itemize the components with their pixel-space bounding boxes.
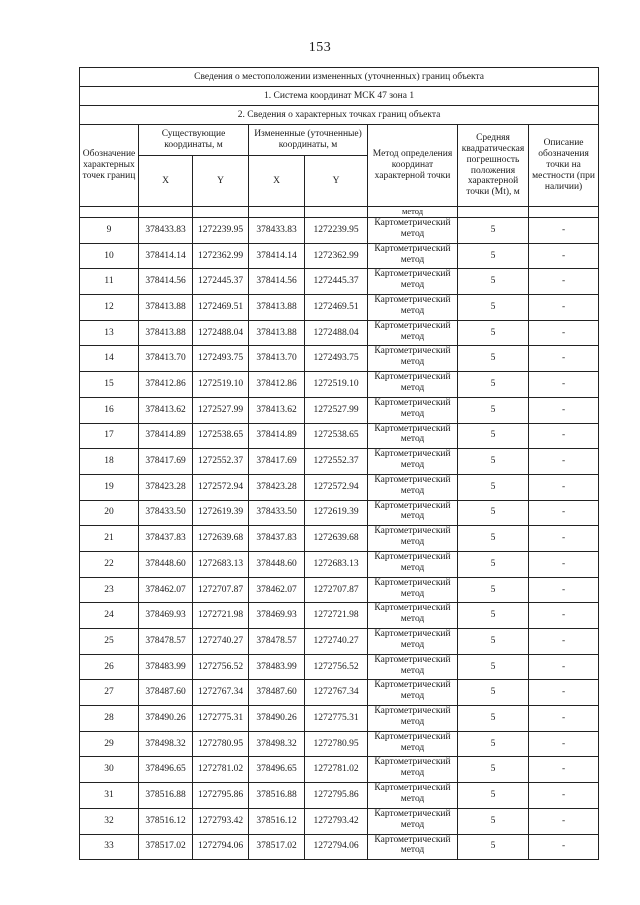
table-row xyxy=(80,603,599,629)
cell-existing-y: 1272767.34 xyxy=(193,680,249,706)
cell-method: Картометрический метод xyxy=(368,706,458,732)
cell-method: Картометрический метод xyxy=(368,629,458,655)
cell-description: - xyxy=(529,449,599,475)
cell-changed-y: 1272239.95 xyxy=(305,218,368,244)
cell-method: Картометрический метод xyxy=(368,423,458,449)
cell-changed-x: 378433.83 xyxy=(249,218,305,244)
cell-description: - xyxy=(529,474,599,500)
cell-changed-y: 1272445.37 xyxy=(305,269,368,295)
cell-existing-x: 378417.69 xyxy=(139,449,193,475)
cell-existing-x: 378414.56 xyxy=(139,269,193,295)
cell-changed-y: 1272538.65 xyxy=(305,423,368,449)
cell-description: - xyxy=(529,680,599,706)
table-row xyxy=(80,706,599,732)
cell-changed-y: 1272552.37 xyxy=(305,449,368,475)
table-row xyxy=(80,269,599,295)
cell-existing-y: 1272775.31 xyxy=(193,706,249,732)
cell-existing-y: 1272740.27 xyxy=(193,629,249,655)
table-title: Сведения о местоположении измененных (уточненных) границ объекта xyxy=(80,68,599,87)
cell-accuracy: 5 xyxy=(458,320,529,346)
table-row xyxy=(80,295,599,321)
cell-description: - xyxy=(529,603,599,629)
cell-description: - xyxy=(529,500,599,526)
cell-existing-y: 1272527.99 xyxy=(193,397,249,423)
cell-point-number: 11 xyxy=(80,269,139,295)
cell-changed-x: 378423.28 xyxy=(249,474,305,500)
cell-changed-x: 378462.07 xyxy=(249,577,305,603)
cell-method: Картометрический метод xyxy=(368,654,458,680)
cell-existing-y: 1272780.95 xyxy=(193,731,249,757)
cell-accuracy: 5 xyxy=(458,474,529,500)
cell-existing-y: 1272639.68 xyxy=(193,526,249,552)
cell-existing-y: 1272469.51 xyxy=(193,295,249,321)
cell-existing-y: 1272781.02 xyxy=(193,757,249,783)
cell-accuracy: 5 xyxy=(458,783,529,809)
cell-point-number: 28 xyxy=(80,706,139,732)
cell-accuracy: 5 xyxy=(458,500,529,526)
table-row xyxy=(80,423,599,449)
cell-changed-x: 378496.65 xyxy=(249,757,305,783)
cell-existing-x: 378414.89 xyxy=(139,423,193,449)
cell-method: Картометрический метод xyxy=(368,449,458,475)
cell-accuracy: 5 xyxy=(458,397,529,423)
cell-existing-y: 1272721.98 xyxy=(193,603,249,629)
table-row xyxy=(80,474,599,500)
cell-existing-x: 378487.60 xyxy=(139,680,193,706)
cell-accuracy: 5 xyxy=(458,526,529,552)
cell-accuracy: 5 xyxy=(458,834,529,860)
cell-description: - xyxy=(529,320,599,346)
cell-changed-y: 1272793.42 xyxy=(305,808,368,834)
cell-method: Картометрический метод xyxy=(368,269,458,295)
cell-changed-x: 378413.88 xyxy=(249,320,305,346)
cell-existing-x: 378413.88 xyxy=(139,295,193,321)
cell-method: Картометрический метод xyxy=(368,295,458,321)
table-row xyxy=(80,629,599,655)
cell-changed-x: 378516.88 xyxy=(249,783,305,809)
col-changed-y: Y xyxy=(305,156,368,207)
col-changed-x: X xyxy=(249,156,305,207)
cell-existing-y: 1272519.10 xyxy=(193,372,249,398)
cell-point-number: 14 xyxy=(80,346,139,372)
cell-method: Картометрический метод xyxy=(368,834,458,860)
cell-changed-y: 1272488.04 xyxy=(305,320,368,346)
col-changed-coords: Измененные (уточненные) координаты, м xyxy=(249,125,368,156)
cell-point-number: 23 xyxy=(80,577,139,603)
cell-existing-x: 378469.93 xyxy=(139,603,193,629)
cell-changed-y: 1272572.94 xyxy=(305,474,368,500)
cell-point-number: 9 xyxy=(80,218,139,244)
cell-point-number: 20 xyxy=(80,500,139,526)
cell-changed-x: 378413.70 xyxy=(249,346,305,372)
cell-method: Картометрический метод xyxy=(368,551,458,577)
cell-method: Картометрический метод xyxy=(368,526,458,552)
cell-accuracy: 5 xyxy=(458,269,529,295)
cell-existing-y: 1272794.06 xyxy=(193,834,249,860)
cell-existing-x: 378433.83 xyxy=(139,218,193,244)
cell-accuracy: 5 xyxy=(458,706,529,732)
col-existing-y: Y xyxy=(193,156,249,207)
cell-existing-y: 1272793.42 xyxy=(193,808,249,834)
cell-changed-x: 378433.50 xyxy=(249,500,305,526)
cell-point-number: 32 xyxy=(80,808,139,834)
cell-changed-x: 378516.12 xyxy=(249,808,305,834)
cell-description: - xyxy=(529,654,599,680)
cell-changed-y: 1272527.99 xyxy=(305,397,368,423)
boundary-points-table xyxy=(79,67,599,860)
cell-existing-y: 1272538.65 xyxy=(193,423,249,449)
cell-changed-y: 1272683.13 xyxy=(305,551,368,577)
cell-description: - xyxy=(529,706,599,732)
cell-changed-x: 378448.60 xyxy=(249,551,305,577)
cell-accuracy: 5 xyxy=(458,295,529,321)
cell-description: - xyxy=(529,783,599,809)
cell-point-number: 27 xyxy=(80,680,139,706)
table-row xyxy=(80,449,599,475)
cell-existing-x: 378433.50 xyxy=(139,500,193,526)
cell-description: - xyxy=(529,757,599,783)
cell-changed-y: 1272519.10 xyxy=(305,372,368,398)
cell-accuracy: 5 xyxy=(458,808,529,834)
cell-method: Картометрический метод xyxy=(368,243,458,269)
cell-accuracy: 5 xyxy=(458,629,529,655)
cell-changed-x: 378414.56 xyxy=(249,269,305,295)
cell-existing-x: 378516.88 xyxy=(139,783,193,809)
table-row xyxy=(80,654,599,680)
cell-changed-x: 378487.60 xyxy=(249,680,305,706)
cell-changed-y: 1272775.31 xyxy=(305,706,368,732)
cell-method: Картометрический метод xyxy=(368,500,458,526)
cell-description: - xyxy=(529,526,599,552)
cell-accuracy: 5 xyxy=(458,577,529,603)
cell-method: Картометрический метод xyxy=(368,731,458,757)
col-designation: Обозначение характерных точек границ xyxy=(80,125,139,207)
cell-changed-x: 378412.86 xyxy=(249,372,305,398)
table-row xyxy=(80,372,599,398)
cell-changed-y: 1272362.99 xyxy=(305,243,368,269)
cell-accuracy: 5 xyxy=(458,346,529,372)
table-row xyxy=(80,834,599,860)
cell-changed-y: 1272794.06 xyxy=(305,834,368,860)
cell-point-number: 22 xyxy=(80,551,139,577)
table-row xyxy=(80,577,599,603)
cell-changed-x: 378413.62 xyxy=(249,397,305,423)
cell-changed-x: 378490.26 xyxy=(249,706,305,732)
cell-existing-x: 378516.12 xyxy=(139,808,193,834)
section2-row xyxy=(80,106,599,125)
cell-description: - xyxy=(529,218,599,244)
cell-existing-y: 1272683.13 xyxy=(193,551,249,577)
cell-existing-x: 378412.86 xyxy=(139,372,193,398)
cell-point-number: 13 xyxy=(80,320,139,346)
continuation-method-text: метод xyxy=(368,207,458,218)
cell-accuracy: 5 xyxy=(458,449,529,475)
page-number: 153 xyxy=(308,40,332,55)
cell-accuracy: 5 xyxy=(458,243,529,269)
table-row xyxy=(80,243,599,269)
cell-accuracy: 5 xyxy=(458,680,529,706)
column-header-row xyxy=(80,125,599,156)
cell-method: Картометрический метод xyxy=(368,346,458,372)
cell-changed-x: 378483.99 xyxy=(249,654,305,680)
cell-description: - xyxy=(529,423,599,449)
cell-changed-y: 1272740.27 xyxy=(305,629,368,655)
col-method: Метод определения координат характерной точки xyxy=(368,125,458,207)
cell-changed-y: 1272707.87 xyxy=(305,577,368,603)
cell-accuracy: 5 xyxy=(458,757,529,783)
cell-description: - xyxy=(529,551,599,577)
cell-existing-x: 378413.70 xyxy=(139,346,193,372)
cell-existing-x: 378437.83 xyxy=(139,526,193,552)
cell-changed-x: 378498.32 xyxy=(249,731,305,757)
cell-accuracy: 5 xyxy=(458,654,529,680)
cell-method: Картометрический метод xyxy=(368,808,458,834)
continuation-row xyxy=(80,207,599,218)
cell-changed-y: 1272493.75 xyxy=(305,346,368,372)
cell-point-number: 24 xyxy=(80,603,139,629)
cell-existing-x: 378496.65 xyxy=(139,757,193,783)
cell-accuracy: 5 xyxy=(458,603,529,629)
cell-point-number: 15 xyxy=(80,372,139,398)
cell-accuracy: 5 xyxy=(458,218,529,244)
cell-description: - xyxy=(529,577,599,603)
cell-existing-x: 378498.32 xyxy=(139,731,193,757)
cell-changed-y: 1272469.51 xyxy=(305,295,368,321)
cell-existing-x: 378414.14 xyxy=(139,243,193,269)
cell-changed-x: 378413.88 xyxy=(249,295,305,321)
cell-changed-y: 1272619.39 xyxy=(305,500,368,526)
cell-existing-y: 1272707.87 xyxy=(193,577,249,603)
cell-existing-y: 1272619.39 xyxy=(193,500,249,526)
cell-method: Картометрический метод xyxy=(368,680,458,706)
cell-point-number: 33 xyxy=(80,834,139,860)
cell-description: - xyxy=(529,269,599,295)
cell-method: Картометрический метод xyxy=(368,474,458,500)
cell-accuracy: 5 xyxy=(458,731,529,757)
cell-description: - xyxy=(529,834,599,860)
col-existing-coords: Существующие координаты, м xyxy=(139,125,249,156)
table-row xyxy=(80,397,599,423)
cell-description: - xyxy=(529,372,599,398)
cell-existing-x: 378413.88 xyxy=(139,320,193,346)
cell-method: Картометрический метод xyxy=(368,397,458,423)
cell-point-number: 19 xyxy=(80,474,139,500)
cell-existing-y: 1272756.52 xyxy=(193,654,249,680)
table-row xyxy=(80,346,599,372)
cell-point-number: 16 xyxy=(80,397,139,423)
section-heading: 2. Сведения о характерных точках границ объекта xyxy=(80,106,599,125)
cell-changed-y: 1272780.95 xyxy=(305,731,368,757)
cell-changed-x: 378417.69 xyxy=(249,449,305,475)
cell-existing-y: 1272239.95 xyxy=(193,218,249,244)
cell-existing-y: 1272552.37 xyxy=(193,449,249,475)
cell-existing-y: 1272488.04 xyxy=(193,320,249,346)
cell-accuracy: 5 xyxy=(458,551,529,577)
table-row xyxy=(80,500,599,526)
cell-changed-y: 1272721.98 xyxy=(305,603,368,629)
table-row xyxy=(80,783,599,809)
cell-existing-y: 1272445.37 xyxy=(193,269,249,295)
cell-changed-x: 378437.83 xyxy=(249,526,305,552)
cell-point-number: 29 xyxy=(80,731,139,757)
section1-row xyxy=(80,87,599,106)
cell-method: Картометрический метод xyxy=(368,372,458,398)
cell-changed-y: 1272767.34 xyxy=(305,680,368,706)
cell-changed-x: 378414.89 xyxy=(249,423,305,449)
cell-method: Картометрический метод xyxy=(368,218,458,244)
cell-point-number: 21 xyxy=(80,526,139,552)
cell-existing-x: 378517.02 xyxy=(139,834,193,860)
cell-method: Картометрический метод xyxy=(368,757,458,783)
cell-changed-x: 378469.93 xyxy=(249,603,305,629)
table-row xyxy=(80,218,599,244)
cell-point-number: 26 xyxy=(80,654,139,680)
cell-changed-y: 1272781.02 xyxy=(305,757,368,783)
cell-point-number: 12 xyxy=(80,295,139,321)
cell-existing-y: 1272572.94 xyxy=(193,474,249,500)
cell-accuracy: 5 xyxy=(458,372,529,398)
table-row xyxy=(80,757,599,783)
cell-method: Картометрический метод xyxy=(368,603,458,629)
cell-changed-y: 1272795.86 xyxy=(305,783,368,809)
table-row xyxy=(80,808,599,834)
cell-existing-x: 378413.62 xyxy=(139,397,193,423)
cell-existing-x: 378448.60 xyxy=(139,551,193,577)
cell-changed-x: 378478.57 xyxy=(249,629,305,655)
cell-point-number: 18 xyxy=(80,449,139,475)
cell-point-number: 17 xyxy=(80,423,139,449)
cell-changed-y: 1272756.52 xyxy=(305,654,368,680)
cell-description: - xyxy=(529,397,599,423)
cell-existing-y: 1272795.86 xyxy=(193,783,249,809)
table-row xyxy=(80,526,599,552)
coordinate-system-label: 1. Система координат МСК 47 зона 1 xyxy=(80,87,599,106)
table-row xyxy=(80,551,599,577)
cell-method: Картометрический метод xyxy=(368,783,458,809)
cell-description: - xyxy=(529,243,599,269)
cell-point-number: 31 xyxy=(80,783,139,809)
cell-description: - xyxy=(529,629,599,655)
cell-changed-x: 378517.02 xyxy=(249,834,305,860)
cell-changed-y: 1272639.68 xyxy=(305,526,368,552)
cell-existing-x: 378483.99 xyxy=(139,654,193,680)
col-description: Описание обозначения точки на местности (при наличии) xyxy=(529,125,599,207)
cell-changed-x: 378414.14 xyxy=(249,243,305,269)
table-row xyxy=(80,320,599,346)
table-title-row xyxy=(80,68,599,87)
cell-existing-x: 378423.28 xyxy=(139,474,193,500)
col-accuracy: Средняя квадратическая погрешность положения характерной точки (Mt), м xyxy=(458,125,529,207)
cell-description: - xyxy=(529,295,599,321)
table-row xyxy=(80,731,599,757)
cell-description: - xyxy=(529,808,599,834)
cell-accuracy: 5 xyxy=(458,423,529,449)
cell-existing-y: 1272362.99 xyxy=(193,243,249,269)
cell-description: - xyxy=(529,346,599,372)
cell-method: Картометрический метод xyxy=(368,577,458,603)
col-existing-x: X xyxy=(139,156,193,207)
cell-existing-y: 1272493.75 xyxy=(193,346,249,372)
cell-point-number: 25 xyxy=(80,629,139,655)
cell-existing-x: 378478.57 xyxy=(139,629,193,655)
table-row xyxy=(80,680,599,706)
cell-description: - xyxy=(529,731,599,757)
cell-point-number: 30 xyxy=(80,757,139,783)
cell-method: Картометрический метод xyxy=(368,320,458,346)
cell-existing-x: 378490.26 xyxy=(139,706,193,732)
cell-existing-x: 378462.07 xyxy=(139,577,193,603)
cell-point-number: 10 xyxy=(80,243,139,269)
